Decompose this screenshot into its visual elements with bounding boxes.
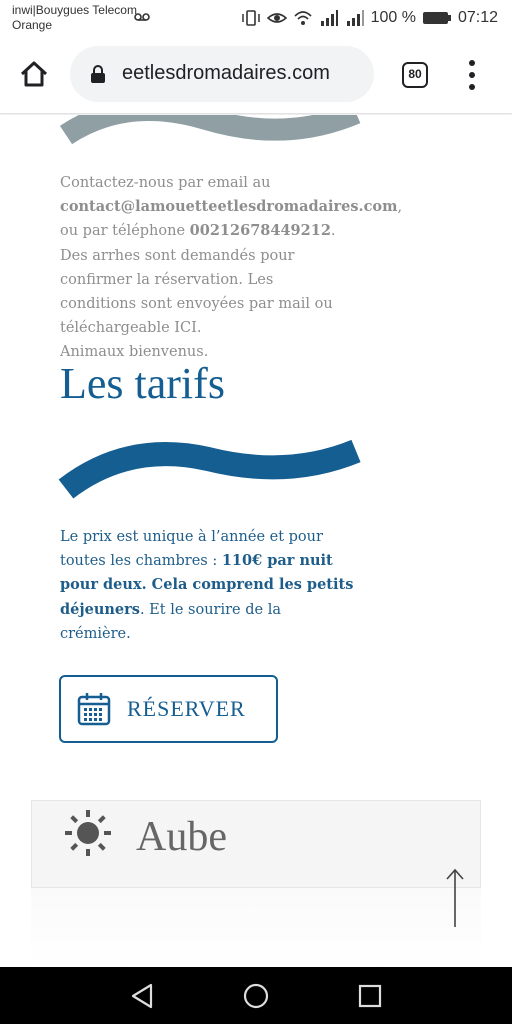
animals-line: Animaux bienvenus.: [60, 344, 209, 361]
tarifs-text: . Et le sourire de la: [139, 601, 281, 618]
reserve-button[interactable]: [59, 675, 278, 743]
room-card-aube[interactable]: [31, 800, 481, 888]
tarifs-line: crémière.: [60, 625, 131, 642]
calendar-icon: [77, 692, 111, 726]
tarifs-text: toutes les chambres :: [60, 553, 222, 570]
tarifs-paragraph: [60, 525, 380, 646]
tarifs-line: Le prix est unique à l’année et pour: [60, 529, 323, 545]
tarifs-bold-text: pour deux. Cela comprend les petits: [60, 576, 354, 594]
browser-toolbar: [0, 36, 512, 114]
contact-email-line: [60, 195, 403, 219]
decorative-wave-gray: [56, 115, 366, 155]
signal-icon-1: [319, 9, 339, 27]
contact-email-suffix: ,: [397, 199, 403, 216]
page-content: [0, 115, 512, 967]
home-icon[interactable]: [18, 58, 50, 90]
address-bar[interactable]: [70, 46, 374, 102]
contact-phone[interactable]: 00212678449212: [189, 222, 331, 240]
nav-home-icon[interactable]: [243, 983, 269, 1009]
arrow-up-icon[interactable]: [444, 867, 466, 929]
tarifs-line: [60, 573, 380, 597]
wifi-icon: [293, 9, 313, 27]
contact-line: Contactez-nous par email au: [60, 175, 271, 191]
battery-percent: 100 %: [370, 9, 416, 26]
arrhes-line: confirmer la réservation. Les: [60, 271, 274, 288]
lock-icon: [90, 64, 106, 84]
status-icons: [241, 7, 498, 29]
room-title: Aube: [136, 814, 227, 860]
decorative-wave-blue: [58, 433, 364, 503]
carrier-info: [12, 3, 137, 33]
vibrate-icon: [241, 9, 261, 27]
carrier-line-2: Orange: [12, 18, 53, 32]
card-body: [31, 888, 481, 967]
contact-phone-line: [60, 219, 390, 243]
status-bar: [0, 0, 512, 36]
tarifs-line: [60, 598, 380, 622]
contact-paragraph: [60, 171, 403, 365]
eye-comfort-icon: [267, 9, 287, 27]
contact-phone-prefix: ou par téléphone: [60, 223, 190, 240]
more-vert-icon[interactable]: [462, 60, 482, 90]
download-line[interactable]: téléchargeable ICI.: [60, 320, 202, 337]
battery-icon: [422, 10, 452, 26]
carrier-line-1: inwi|Bouygues Telecom: [12, 3, 137, 17]
arrhes-line: conditions sont envoyées par mail ou: [60, 296, 333, 313]
back-icon[interactable]: [130, 983, 154, 1009]
voicemail-icon: [134, 12, 150, 22]
recent-apps-icon[interactable]: [358, 984, 382, 1008]
contact-phone-suffix: .: [330, 223, 336, 240]
signal-icon-2: [345, 9, 365, 27]
arrhes-line: Des arrhes sont demandés pour: [60, 247, 295, 264]
url-text[interactable]: eetlesdromadaires.com: [122, 62, 330, 84]
tarifs-heading: Les tarifs: [60, 359, 225, 408]
contact-email[interactable]: contact@lamouetteetlesdromadaires.com: [60, 198, 398, 216]
tarifs-bold-text: déjeuners: [60, 600, 140, 618]
clock: 07:12: [457, 9, 498, 26]
reserve-button-label[interactable]: RÉSERVER: [127, 696, 246, 721]
tarifs-line: [60, 549, 380, 573]
system-nav-bar: [0, 967, 512, 1024]
tab-switcher-button[interactable]: 80: [402, 62, 428, 88]
sun-icon: [64, 809, 112, 857]
tarifs-price: 110€ par nuit: [221, 552, 333, 570]
